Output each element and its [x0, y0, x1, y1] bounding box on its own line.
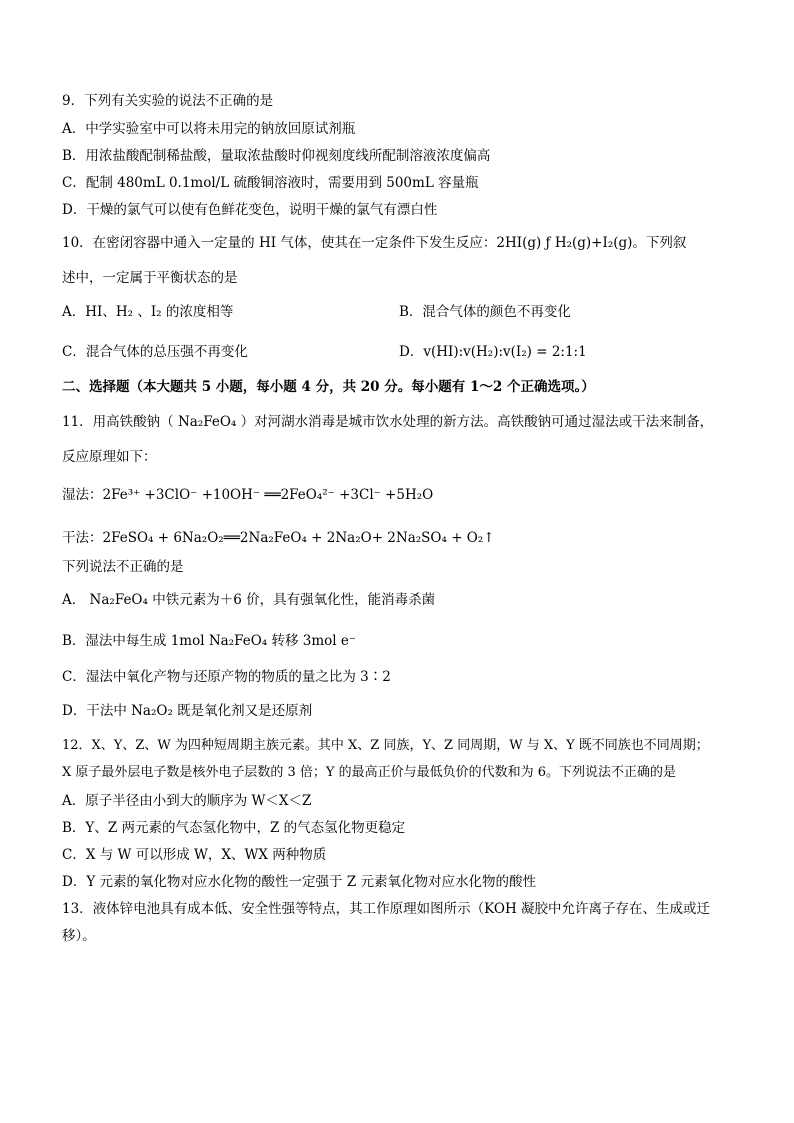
- q11-option-a: A． Na₂FeO₄ 中铁元素为＋6 价，具有强氧化性，能消毒杀菌: [62, 592, 436, 608]
- q11-option-b: B．湿法中每生成 1mol Na₂FeO₄ 转移 3mol e⁻: [62, 633, 357, 649]
- q11-stem-line1: 11．用高铁酸钠（ Na₂FeO₄ ）对河湖水消毒是城市饮水处理的新方法。高铁酸钠可通过湿法或干法来制备，: [62, 414, 714, 430]
- q9-option-d: D．干燥的氯气可以使有色鲜花变色，说明干燥的氯气有漂白性: [62, 202, 438, 218]
- q11-option-c: C．湿法中氧化产物与还原产物的物质的量之比为 3∶2: [62, 669, 391, 685]
- q9-option-c: C．配制 480mL 0.1mol/L 硫酸铜溶液时，需要用到 500mL 容量瓶: [62, 175, 479, 191]
- q12-option-a: A．原子半径由小到大的顺序为 W＜X＜Z: [62, 793, 312, 809]
- q10-option-d: D．v(HI):v(H₂):v(I₂) = 2:1:1: [399, 344, 587, 360]
- q10-option-c: C．混合气体的总压强不再变化: [62, 344, 248, 360]
- q11-dry-method: 干法：2FeSO₄ + 6Na₂O₂══2Na₂FeO₄ + 2Na₂O+ 2Na₂SO₄ + O₂↑: [62, 530, 495, 546]
- q12-option-c: C．X 与 W 可以形成 W，X、WX 两种物质: [62, 847, 327, 863]
- q11-wet-method: 湿法：2Fe³⁺ +3ClO⁻ +10OH⁻ ══2FeO₄²⁻ +3Cl⁻ +5H₂O: [62, 487, 434, 503]
- q9-option-b: B．用浓盐酸配制稀盐酸，量取浓盐酸时仰视刻度线所配制溶液浓度偏高: [62, 148, 491, 164]
- q9-option-a: A．中学实验室中可以将未用完的钠放回原试剂瓶: [62, 121, 356, 137]
- q10-stem-pre: 10．在密闭容器中通入一定量的 HI 气体，使其在一定条件下发生反应：: [62, 235, 497, 251]
- q10-stem: [62, 234, 686, 252]
- q10-option-a: A．HI、H₂ 、I₂ 的浓度相等: [62, 304, 234, 320]
- q11-option-d: D．干法中 Na₂O₂ 既是氧化剂又是还原剂: [62, 703, 313, 719]
- q12-stem-line2: X 原子最外层电子数是核外电子层数的 3 倍；Y 的最高正价与最低负价的代数和为 6。下列说法不正确的是: [62, 765, 677, 780]
- section-2-heading: 二、选择题（本大题共 5 小题，每小题 4 分，共 20 分。每小题有 1～2 个正确选项。）: [62, 379, 595, 395]
- q10-equation: 2HI(g) ƒ H₂(g)+I₂(g): [496, 235, 633, 251]
- q11-stem-line2: 反应原理如下：: [62, 449, 157, 465]
- q12-stem-line1: 12．X、Y、Z、W 为四种短周期主族元素。其中 X、Z 同族，Y、Z 同周期，W 与 X、Y 既不同族也不同周期；: [62, 738, 709, 753]
- q11-question: 下列说法不正确的是: [62, 559, 184, 575]
- q13-stem-line1: 13．液体锌电池具有成本低、安全性强等特点，其工作原理如图所示（KOH 凝胶中允许离子存在、生成或迁: [62, 901, 711, 917]
- q10-stem-post: 。下列叙: [632, 235, 687, 251]
- q10-option-b: B．混合气体的颜色不再变化: [399, 304, 571, 320]
- q12-option-d: D．Y 元素的氧化物对应水化物的酸性一定强于 Z 元素氧化物对应水化物的酸性: [62, 874, 536, 890]
- q9-stem: 9．下列有关实验的说法不正确的是: [62, 93, 274, 109]
- q13-stem-line2: 移）。: [62, 928, 96, 944]
- q10-stem-line2: 述中，一定属于平衡状态的是: [62, 270, 238, 286]
- q12-option-b: B．Y、Z 两元素的气态氢化物中，Z 的气态氢化物更稳定: [62, 820, 406, 836]
